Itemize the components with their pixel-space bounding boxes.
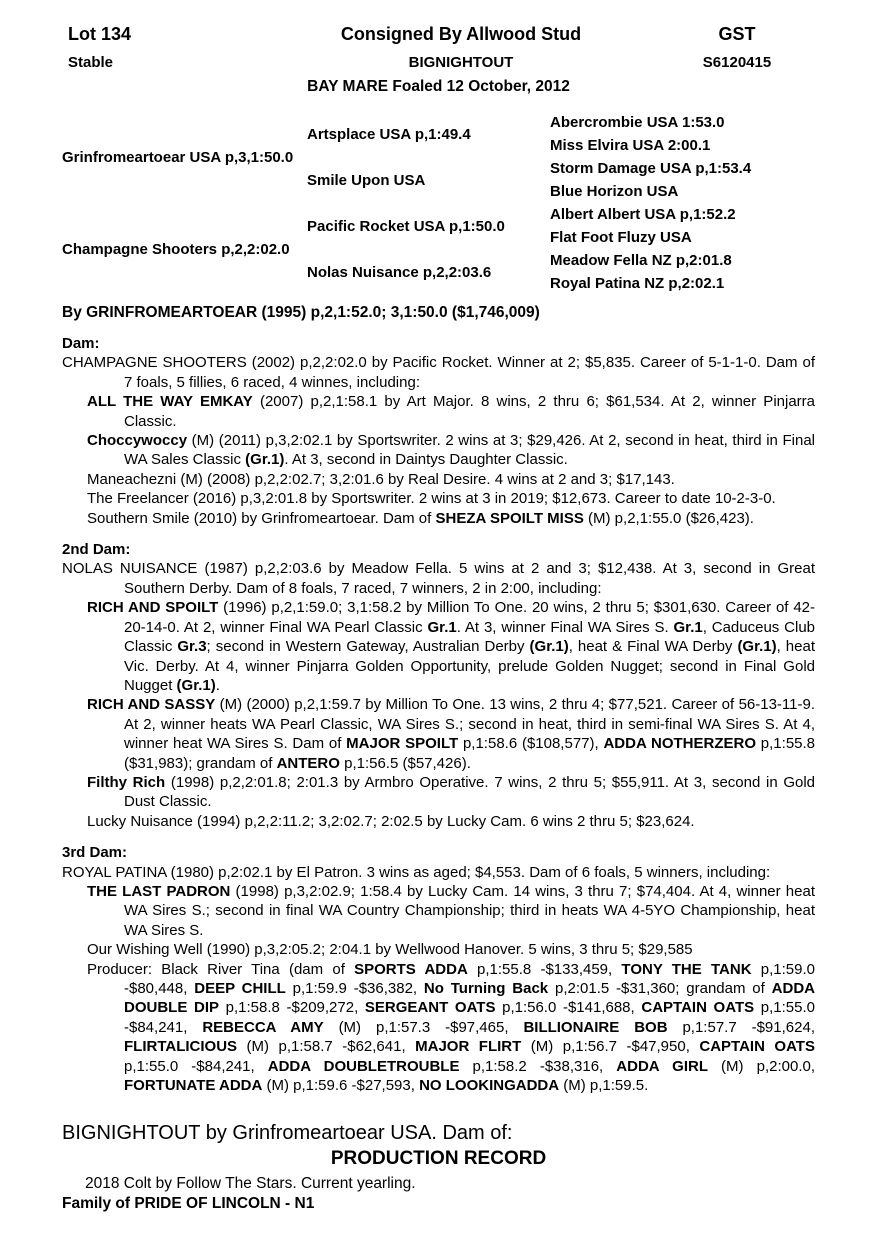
pedigree-entry: NOLAS NUISANCE (1987) p,2,2:03.6 by Meadow Fella. 5 wins at 2 and 3; $12,438. At 3, second in Great Southern Derby. Dam of 8 foals, 7 raced, 7 winners, 2 in 2:00, including: [62, 560, 815, 597]
pedigree-cell-dam-sire: Pacific Rocket USA p,1:50.0 [307, 217, 505, 235]
header-row-3 [0, 78, 877, 96]
pedigree-entry: Choccywoccy (M) (2011) p,3,2:02.1 by Sportswriter. 2 wins at 3; $29,426. At 2, second in heat, third in Final WA Sales Classic (Gr.1). At 3, second in Daintys Daughter Classic. [87, 432, 815, 469]
pedigree-cell-gen3-5: Albert Albert USA p,1:52.2 [550, 206, 736, 223]
pedigree-entry: Filthy Rich (1998) p,2,2:01.8; 2:01.3 by Armbro Operative. 7 wins, 2 thru 5; $55,911. At 3, second in Gold Dust Classic. [87, 773, 816, 811]
pedigree-cell-dam-dam: Nolas Nuisance p,2,2:03.6 [307, 263, 492, 281]
header-row-1 [0, 0, 877, 45]
foaling-line: BAY MARE Foaled 12 October, 2012 [307, 78, 570, 95]
by-sire-line: By GRINFROMEARTOEAR (1995) p,2,1:52.0; 3,1:50.0 ($1,746,009) [62, 304, 540, 321]
pedigree-section [62, 540, 815, 831]
pedigree-cell-sire-dam: Smile Upon USA [307, 171, 426, 189]
pedigree-entry: THE LAST PADRON (1998) p,3,2:02.9; 1:58.4 by Lucky Cam. 14 wins, 3 thru 7; $74,404. At 4, winner heat WA Sires S.; second in final WA Country Championship; third in heats WA 4-5YO Championship, heat WA Sires S. [87, 882, 816, 939]
pedigree-entry: ROYAL PATINA (1980) p,2:02.1 by El Patron. 3 wins as aged; $4,553. Dam of 6 foals, 5 winners, including: [62, 863, 771, 881]
pedigree-entry: Lucky Nuisance (1994) p,2,2:11.2; 3,2:02.7; 2:02.5 by Lucky Cam. 6 wins 2 thru 5; $23,624. [87, 812, 695, 830]
pedigree-cell-gen3-3: Storm Damage USA p,1:53.4 [550, 160, 752, 177]
pedigree-section [62, 334, 815, 528]
dam-of-line: BIGNIGHTOUT by Grinfromeartoear USA. Dam of: [62, 1122, 513, 1145]
consignor-title: Consigned By Allwood Stud [340, 24, 582, 44]
pedigree-cell-gen3-7: Meadow Fella NZ p,2:01.8 [550, 252, 732, 269]
horse-name: BIGNIGHTOUT [408, 54, 514, 71]
lot-number: Lot 134 [68, 24, 132, 44]
pedigree-entry: Southern Smile (2010) by Grinfromeartoear. Dam of SHEZA SPOILT MISS (M) p,2,1:55.0 ($26,423). [87, 509, 754, 527]
pedigree-sections [62, 334, 815, 1095]
gst-label: GST [718, 24, 756, 44]
production-entries [0, 1175, 877, 1193]
pedigree-entry: ALL THE WAY EMKAY (2007) p,2,1:58.1 by Art Major. 8 wins, 2 thru 6; $61,534. At 2, winner Pinjarra Classic. [87, 393, 815, 430]
pedigree-cell-dam: Champagne Shooters p,2,2:02.0 [62, 240, 290, 258]
pedigree-entry: CHAMPAGNE SHOOTERS (2002) p,2,2:02.0 by Pacific Rocket. Winner at 2; $5,835. Career of 5-1-1-0. Dam of 7 foals, 5 fillies, 6 raced, 4 winnes, including: [62, 354, 815, 391]
pedigree-entry: Our Wishing Well (1990) p,3,2:05.2; 2:04.1 by Wellwood Hanover. 5 wins, 3 thru 5; $29,585 [87, 941, 693, 959]
pedigree-cell-gen3-2: Miss Elvira USA 2:00.1 [550, 137, 711, 154]
family-line: Family of PRIDE OF LINCOLN - N1 [62, 1195, 315, 1213]
section-heading: 2nd Dam: [62, 541, 131, 559]
pedigree-entry: Producer: Black River Tina (dam of SPORTS ADDA p,1:55.8 -$133,459, TONY THE TANK p,1:59.0 -$80,448, DEEP CHILL p,1:59.9 -$36,382, No Turning Back p,2:01.5 -$31,360; grandam of ADDA DOUBLE DIP p,1:58.8 -$209,272, SERGEANT OATS p,1:56.0 -$141,688, CAPTAIN OATS p,1:55.0 -$84,241, REBECCA AMY (M) p,1:57.3 -$97,465, BILLIONAIRE BOB p,1:57.7 -$91,624, FLIRTALICIOUS (M) p,1:58.7 -$62,641, MAJOR FLIRT (M) p,1:56.7 -$47,950, CAPTAIN OATS p,1:55.0 -$84,241, ADDA DOUBLETROUBLE p,1:58.2 -$38,316, ADDA GIRL (M) p,2:00.0, FORTUNATE ADDA (M) p,1:59.6 -$27,593, NO LOOKINGADDA (M) p,1:59.5. [87, 960, 816, 1095]
pedigree-cell-gen3-6: Flat Foot Fluzy USA [550, 229, 692, 246]
pedigree-cell-gen3-4: Blue Horizon USA [550, 183, 679, 200]
stable-label: Stable [68, 54, 114, 71]
section-heading: Dam: [62, 335, 100, 352]
pedigree-cell-sire-sire: Artsplace USA p,1:49.4 [307, 125, 471, 143]
pedigree-entry: RICH AND SPOILT (1996) p,2,1:59.0; 3,1:58.2 by Million To One. 20 wins, 2 thru 5; $301,630. Career of 42-20-14-0. At 2, winner Final WA Pearl Classic Gr.1. At 3, winner Final WA Sires S. Gr.1, Caduceus Club Classic Gr.3; second in Western Gateway, Australian Derby (Gr.1), heat & Final WA Derby (Gr.1), heat Vic. Derby. At 4, winner Pinjarra Golden Opportunity, prelude Golden Nugget; second in Final Gold Nugget (Gr.1). [87, 599, 816, 694]
pedigree-table [62, 111, 877, 295]
pedigree-cell-gen3-1: Abercrombie USA 1:53.0 [550, 114, 725, 131]
section-heading: 3rd Dam: [62, 844, 128, 862]
pedigree-entry: The Freelancer (2016) p,3,2:01.8 by Sportswriter. 2 wins at 3 in 2019; $12,673. Career to date 10-2-3-0. [87, 490, 776, 508]
pedigree-cell-gen3-8: Royal Patina NZ p,2:02.1 [550, 275, 725, 292]
pedigree-cell-sire: Grinfromeartoear USA p,3,1:50.0 [62, 148, 294, 166]
pedigree-section [62, 843, 815, 1095]
production-entry: 2018 Colt by Follow The Stars. Current yearling. [85, 1175, 416, 1193]
pedigree-entry: Maneachezni (M) (2008) p,2,2:02.7; 3,2:01.6 by Real Desire. 4 wins at 2 and 3; $17,143. [87, 470, 675, 488]
production-record-title: PRODUCTION RECORD [330, 1148, 547, 1170]
registration-number: S6120415 [702, 54, 772, 71]
catalog-header [0, 0, 877, 96]
pedigree-entry: RICH AND SASSY (M) (2000) p,2,1:59.7 by Million To One. 13 wins, 2 thru 4; $77,521. Career of 56-13-11-9. At 2, winner heats WA Pearl Classic, WA Sires S.; second in heat, third in semi-final WA Sires S. At 4, winner heat WA Sires S. Dam of MAJOR SPOILT p,1:58.6 ($108,577), ADDA NOTHERZERO p,1:55.8 ($31,983); grandam of ANTERO p,1:56.5 ($57,426). [87, 696, 816, 772]
header-row-2 [0, 54, 877, 71]
